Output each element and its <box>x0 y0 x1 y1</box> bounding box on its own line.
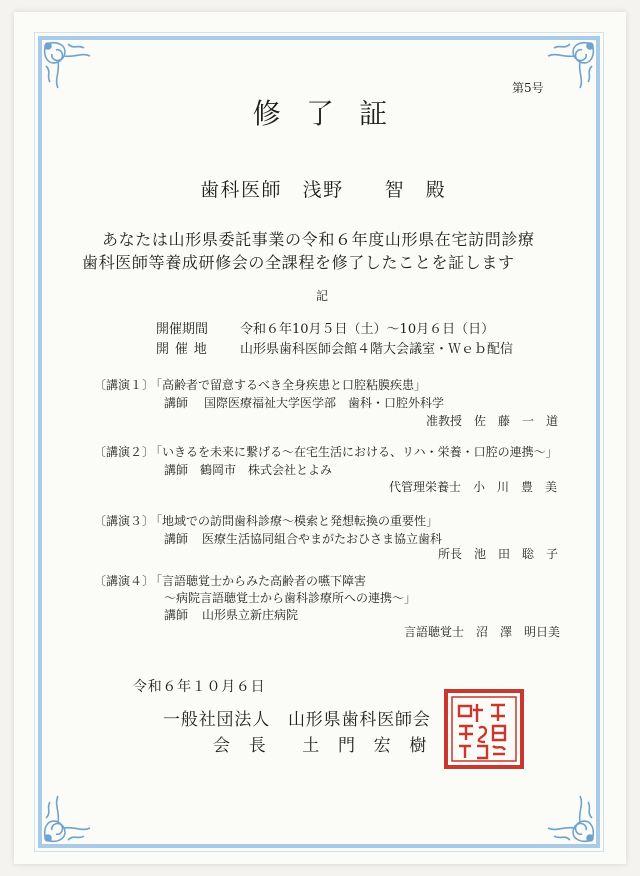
corner-ornament-icon <box>530 778 600 848</box>
official-seal-icon <box>443 688 525 770</box>
lecture-4-lecturer-label: 講師 <box>164 608 189 622</box>
lecture-3-title: 「地域での訪問歯科診療〜模索と発想転換の重要性」 <box>150 514 439 528</box>
lecture-4-lecturer-name: 言語聴覚士 沼 澤 明日美 <box>404 625 561 639</box>
page-title: 修了証 <box>252 97 413 130</box>
lecture-2-heading: 〔講演２〕 <box>94 445 155 459</box>
lecture-2-affiliation: 鶴岡市 株式会社とよみ <box>200 463 333 477</box>
lecture-2-lecturer-label: 講師 <box>164 463 189 477</box>
issuer-organization: 一般社団法人 山形県歯科医師会 <box>163 710 431 730</box>
ki-marker: 記 <box>316 289 329 303</box>
period-label: 開催期間 <box>156 322 209 337</box>
lecture-2-lecturer-name: 代管理栄養士 小 川 豊 美 <box>389 480 558 494</box>
lecture-3-affiliation: 医療生活協同組合やまがたおひさま協立歯科 <box>202 532 443 546</box>
lecture-1-title: 「高齢者で留意するべき全身疾患と口腔粘膜疾患」 <box>150 378 427 392</box>
lecture-4-affiliation: 山形県立新庄病院 <box>202 608 299 622</box>
lecture-3-heading: 〔講演３〕 <box>94 514 155 528</box>
lecture-1-heading: 〔講演１〕 <box>94 378 155 392</box>
lecture-3-lecturer-name: 所長 池 田 聡 子 <box>438 547 559 561</box>
lecture-1-lecturer-label: 講師 <box>164 396 189 410</box>
lecture-3-lecturer-label: 講師 <box>164 532 189 546</box>
issuer-president: 会 長 土 門 宏 樹 <box>213 736 428 756</box>
venue-value: 山形県歯科医師会館４階大会議室・Ｗｅｂ配信 <box>240 342 514 357</box>
recipient-name: 歯科医師 浅野 智 殿 <box>200 179 447 201</box>
lecture-1-lecturer-name: 准教授 佐 藤 一 道 <box>426 414 559 428</box>
lecture-2-title: 「いきるを未来に繋げる〜在宅生活における、リハ・栄養・口腔の連携〜」 <box>150 445 558 459</box>
issue-date: 令和６年１０月６日 <box>133 679 266 695</box>
period-value: 令和６年10月５日（土）〜10月６日（日） <box>240 322 495 337</box>
venue-label: 開催地 <box>156 342 213 357</box>
lecture-1-affiliation: 国際医療福祉大学医学部 歯科・口腔外科学 <box>204 396 445 410</box>
body-text-line-2: 歯科医師等養成研修会の全課程を修了したことを証します <box>82 253 515 272</box>
lecture-4-title: 「言語聴覚士からみた高齢者の嚥下障害 <box>150 574 367 588</box>
corner-ornament-icon <box>38 778 108 848</box>
lecture-4-heading: 〔講演４〕 <box>94 574 155 588</box>
certificate-number: 第5号 <box>512 81 544 95</box>
body-text-line-1: あなたは山形県委託事業の令和６年度山形県在宅訪問診療 <box>102 230 535 249</box>
lecture-4-title-line-2: 〜病院言語聴覚士から歯科診療所への連携〜」 <box>164 591 417 605</box>
